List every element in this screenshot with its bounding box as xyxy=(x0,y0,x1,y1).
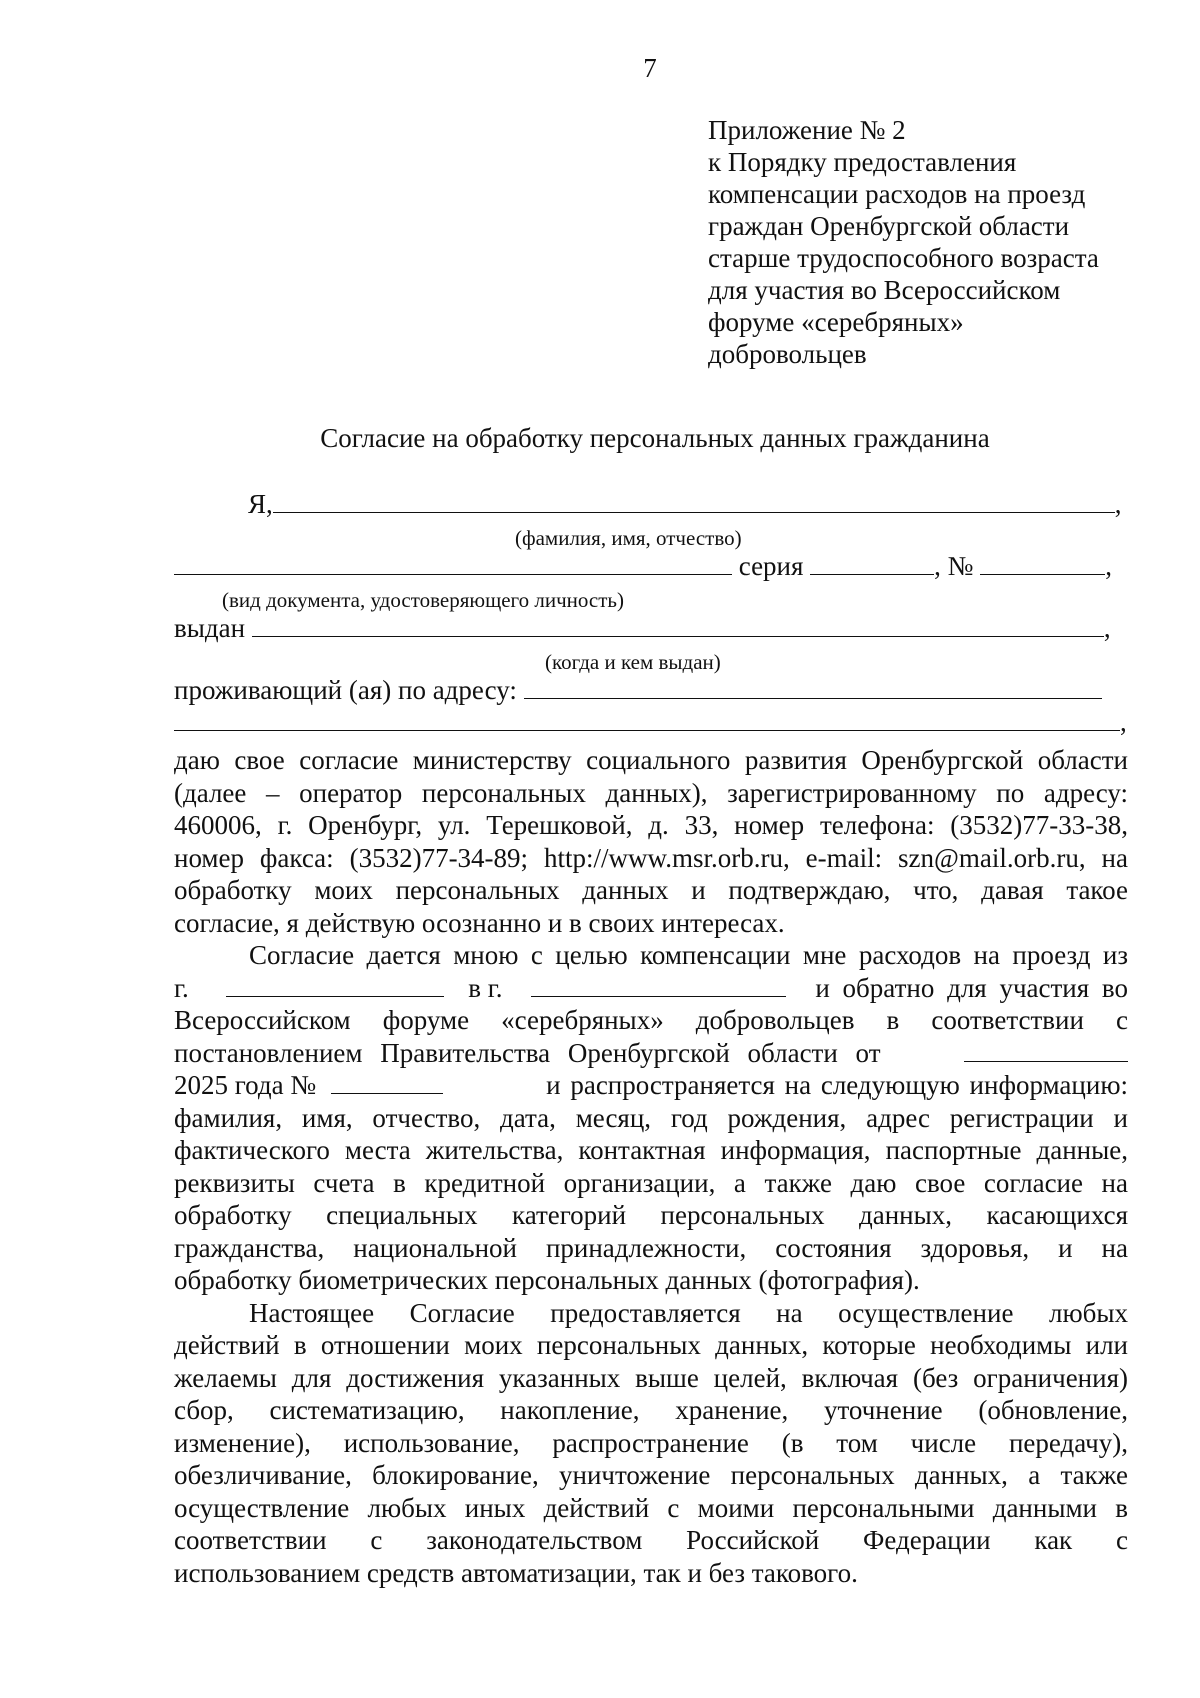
paragraph-line: даю свое согласие министерству социального развития Оренбургской области xyxy=(174,745,1128,775)
fio-field[interactable] xyxy=(273,488,1115,513)
and-back-label: и обратно для участия во xyxy=(815,972,1128,1003)
v-g-label: в г. xyxy=(468,972,503,1003)
paragraph-line: изменение), использование, распространение (в том числе передачу), xyxy=(174,1427,1128,1458)
issued-label: выдан xyxy=(174,613,246,643)
body-text xyxy=(174,744,1128,1589)
fio-line xyxy=(174,488,1128,520)
paragraph-line: сбор, систематизацию, накопление, хранение, уточнение (обновление, xyxy=(174,1395,1128,1425)
appendix-line: Приложение № 2 xyxy=(708,115,906,145)
paragraph-line: использованием средств автоматизации, так и без такового. xyxy=(174,1557,858,1588)
fio-caption: (фамилия, имя, отчество) xyxy=(515,526,742,550)
city-from-field[interactable] xyxy=(226,972,444,997)
paragraph-line: гражданства, национальной принадлежности, состояния здоровья, и на xyxy=(174,1232,1128,1263)
city-to-field[interactable] xyxy=(531,972,786,997)
paragraph-line: осуществление любых иных действий с моими персональными данными в xyxy=(174,1492,1128,1523)
paragraph-line: фамилия, имя, отчество, дата, месяц, год рождения, адрес регистрации и xyxy=(174,1102,1128,1133)
paragraph-line: обработку специальных категорий персональных данных, касающихся xyxy=(174,1200,1128,1230)
number-label: , № xyxy=(934,551,974,581)
paragraph-line: (далее – оператор персональных данных), зарегистрированному по адресу: xyxy=(174,777,1128,808)
issued-caption: (когда и кем выдан) xyxy=(545,650,721,674)
appendix-line: старше трудоспособного возраста xyxy=(708,243,1099,273)
document-line xyxy=(174,550,1128,582)
comma: , xyxy=(1120,707,1127,737)
paragraph-line: номер факса: (3532)77-34-89; http://www.msr.orb.ru, e-mail: szn@mail.orb.ru, на xyxy=(174,842,1128,873)
comma: , xyxy=(1114,489,1122,519)
document-type-field[interactable] xyxy=(174,550,732,575)
address-line xyxy=(174,674,1128,706)
paragraph-line: обработку биометрических персональных данных (фотография). xyxy=(174,1265,920,1295)
page-number: 7 xyxy=(643,53,657,83)
paragraph-line: действий в отношении моих персональных данных, которые необходимы или xyxy=(174,1330,1128,1360)
appendix-line: к Порядку предоставления xyxy=(708,147,1017,177)
paragraph-line: обезличивание, блокирование, уничтожение персональных данных, а также xyxy=(174,1460,1128,1490)
number-field[interactable] xyxy=(980,550,1105,575)
address-line-2 xyxy=(174,706,1128,738)
comma: , xyxy=(1105,551,1112,581)
address-field[interactable] xyxy=(524,674,1102,699)
issued-field[interactable] xyxy=(252,612,1104,637)
appendix-line: для участия во Всероссийском xyxy=(708,275,1061,305)
paragraph-line: обработку моих персональных данных и подтверждаю, что, давая такое xyxy=(174,875,1128,905)
appendix-line: граждан Оренбургской области xyxy=(708,211,1070,241)
paragraph-line: согласие, я действую осознанно и в своих интересах. xyxy=(174,907,785,938)
decree-text: постановлением Правительства Оренбургской области от xyxy=(174,1037,881,1068)
paragraph-line: желаемы для достижения указанных выше целей, включая (без ограничения) xyxy=(174,1362,1128,1393)
paragraph-line: Всероссийском форуме «серебряных» добровольцев в соответствии с xyxy=(174,1005,1128,1035)
paragraph-line: 460006, г. Оренбург, ул. Терешковой, д. 33, номер телефона: (3532)77-33-38, xyxy=(174,810,1128,840)
series-field[interactable] xyxy=(810,550,934,575)
appendix-block xyxy=(708,114,1158,370)
decree-number-line xyxy=(174,1069,1128,1102)
route-line xyxy=(174,972,1128,1005)
series-label: серия xyxy=(738,551,804,581)
decree-date-field[interactable] xyxy=(964,1037,1128,1062)
paragraph-line: фактического места жительства, контактная информация, паспортные данные, xyxy=(174,1135,1128,1165)
g-from-label: г. xyxy=(174,972,189,1003)
comma: , xyxy=(1103,613,1111,643)
ya-label: Я, xyxy=(248,489,273,519)
year-text: 2025 года № xyxy=(174,1070,317,1100)
spreads-text: и распространяется на следующую информацию: xyxy=(546,1070,1128,1100)
paragraph-line: реквизиты счета в кредитной организации, а также даю свое согласие на xyxy=(174,1167,1128,1198)
document-title: Согласие на обработку персональных данных гражданина xyxy=(320,423,990,453)
paragraph-line: Согласие дается мною с целью компенсации мне расходов на проезд из xyxy=(249,940,1128,970)
decree-line xyxy=(174,1037,1128,1070)
address-label: проживающий (ая) по адресу: xyxy=(174,675,517,705)
appendix-line: компенсации расходов на проезд xyxy=(708,179,1086,209)
decree-number-field[interactable] xyxy=(331,1069,443,1094)
appendix-line: добровольцев xyxy=(708,339,867,369)
paragraph-line: Настоящее Согласие предоставляется на осуществление любых xyxy=(249,1297,1128,1328)
address-field-2[interactable] xyxy=(174,706,1120,731)
document-caption: (вид документа, удостоверяющего личность) xyxy=(222,588,625,612)
paragraph-line: соответствии с законодательством Российской Федерации как с xyxy=(174,1525,1128,1555)
appendix-line: форуме «серебряных» xyxy=(708,307,964,337)
issued-line xyxy=(174,612,1128,644)
